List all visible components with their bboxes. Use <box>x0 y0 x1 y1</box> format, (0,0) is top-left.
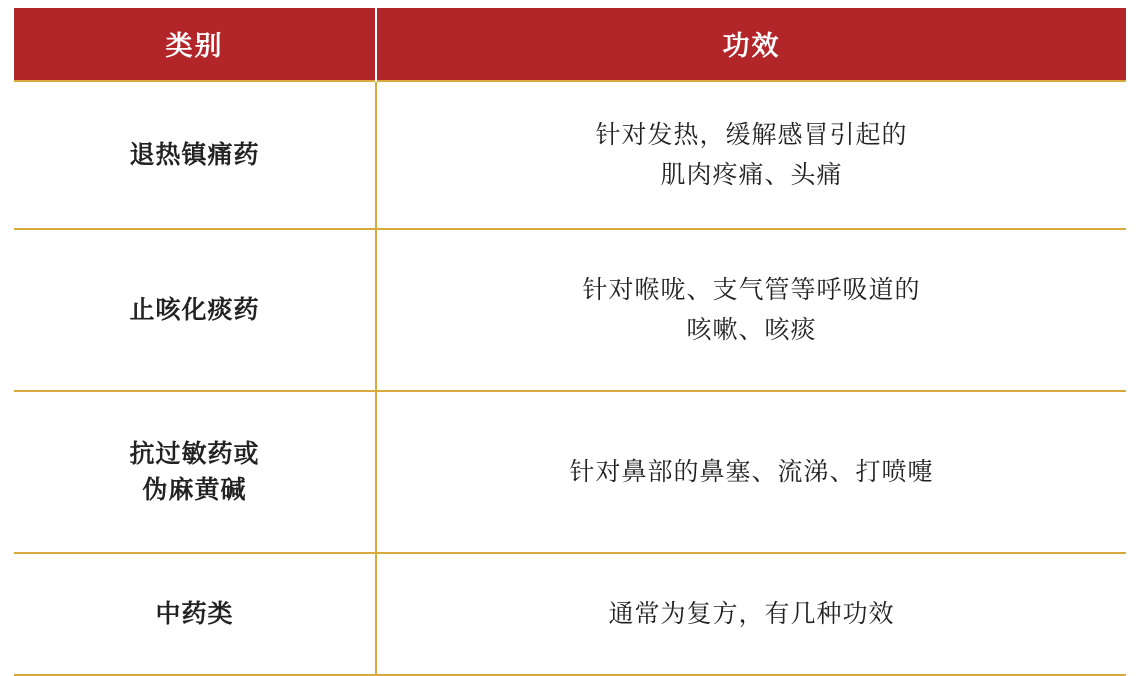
table-row <box>14 81 1126 229</box>
cell-category <box>14 391 376 553</box>
cell-effect-line: 肌肉疼痛、头痛 <box>660 161 843 189</box>
cell-effect <box>376 81 1126 229</box>
table-row <box>14 553 1126 675</box>
cell-category-line: 抗过敏药或 <box>129 439 260 468</box>
cell-effect <box>376 229 1126 391</box>
medicine-category-table <box>14 8 1126 676</box>
cell-effect <box>376 553 1126 675</box>
column-header-category: 类别 <box>14 8 376 81</box>
table-row <box>14 229 1126 391</box>
cell-effect-line: 针对喉咙、支气管等呼吸道的 <box>582 275 921 304</box>
cell-effect <box>376 391 1126 553</box>
table-header <box>14 8 1126 81</box>
cell-category: 中药类 <box>14 553 376 675</box>
table-row <box>14 391 1126 553</box>
cell-effect-line: 针对发热，缓解感冒引起的 <box>595 120 908 149</box>
table-header-row <box>14 8 1126 81</box>
cell-category: 止咳化痰药 <box>14 229 376 391</box>
document-page <box>0 8 1142 628</box>
cell-effect-line: 通常为复方，有几种功效 <box>608 599 895 628</box>
column-header-effect: 功效 <box>376 8 1126 81</box>
cell-category-line: 伪麻黄碱 <box>142 476 247 504</box>
cell-effect-line: 咳嗽、咳痰 <box>686 316 817 344</box>
cell-category: 退热镇痛药 <box>14 81 376 229</box>
cell-effect-line: 针对鼻部的鼻塞、流涕、打喷嚏 <box>569 457 934 486</box>
